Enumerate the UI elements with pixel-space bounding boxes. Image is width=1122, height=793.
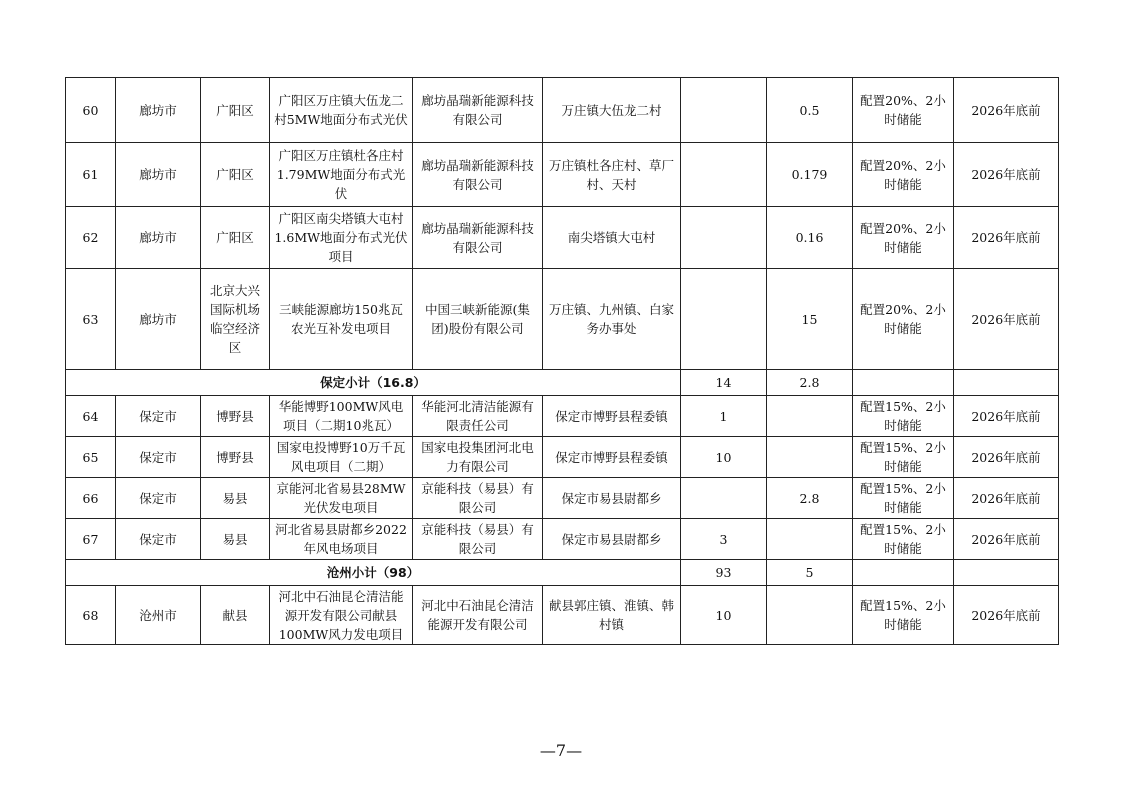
wind-capacity-cell: 10: [681, 586, 767, 645]
project-name-cell: 河北省易县尉都乡2022年风电场项目: [270, 519, 413, 560]
storage-requirement-cell: 配置20%、2小时储能: [853, 269, 954, 370]
location-cell: 万庄镇、九州镇、白家务办事处: [543, 269, 681, 370]
project-name-cell: 国家电投博野10万千瓦风电项目（二期）: [270, 437, 413, 478]
city-cell: 廊坊市: [116, 143, 201, 207]
location-cell: 保定市博野县程委镇: [543, 437, 681, 478]
row-number-cell: 65: [66, 437, 116, 478]
solar-capacity-cell: 0.5: [767, 78, 853, 143]
subtotal-wind-cell: 93: [681, 560, 767, 586]
subtotal-solar-cell: 2.8: [767, 370, 853, 396]
district-cell: 易县: [201, 519, 270, 560]
company-cell: 中国三峡新能源(集团)股份有限公司: [413, 269, 543, 370]
solar-capacity-cell: [767, 396, 853, 437]
subtotal-deadline-cell: [954, 370, 1059, 396]
storage-requirement-cell: 配置20%、2小时储能: [853, 143, 954, 207]
table-row: [66, 396, 1059, 437]
project-name-cell: 京能河北省易县28MW光伏发电项目: [270, 478, 413, 519]
deadline-cell: 2026年底前: [954, 78, 1059, 143]
subtotal-label: 沧州小计（98）: [66, 560, 681, 586]
subtotal-wind-cell: 14: [681, 370, 767, 396]
subtotal-label: 保定小计（16.8）: [66, 370, 681, 396]
location-cell: 万庄镇大伍龙二村: [543, 78, 681, 143]
city-cell: 保定市: [116, 396, 201, 437]
project-name-cell: 广阳区万庄镇杜各庄村1.79MW地面分布式光伏: [270, 143, 413, 207]
row-number-cell: 60: [66, 78, 116, 143]
location-cell: 万庄镇杜各庄村、草厂村、天村: [543, 143, 681, 207]
storage-requirement-cell: 配置15%、2小时储能: [853, 478, 954, 519]
company-cell: 河北中石油昆仑清洁能源开发有限公司: [413, 586, 543, 645]
page-number: —7—: [539, 741, 583, 760]
subtotal-row: [66, 370, 1059, 396]
company-cell: 京能科技（易县）有限公司: [413, 519, 543, 560]
district-cell: 易县: [201, 478, 270, 519]
table-row: [66, 478, 1059, 519]
table-row: [66, 586, 1059, 645]
solar-capacity-cell: [767, 586, 853, 645]
project-name-cell: 华能博野100MW风电项目（二期10兆瓦）: [270, 396, 413, 437]
row-number-cell: 63: [66, 269, 116, 370]
storage-requirement-cell: 配置20%、2小时储能: [853, 78, 954, 143]
city-cell: 保定市: [116, 478, 201, 519]
city-cell: 沧州市: [116, 586, 201, 645]
project-table: [65, 77, 1059, 645]
city-cell: 保定市: [116, 519, 201, 560]
location-cell: 保定市博野县程委镇: [543, 396, 681, 437]
deadline-cell: 2026年底前: [954, 437, 1059, 478]
location-cell: 南尖塔镇大屯村: [543, 207, 681, 269]
row-number-cell: 66: [66, 478, 116, 519]
table-row: [66, 269, 1059, 370]
wind-capacity-cell: [681, 478, 767, 519]
row-number-cell: 62: [66, 207, 116, 269]
wind-capacity-cell: 10: [681, 437, 767, 478]
subtotal-deadline-cell: [954, 560, 1059, 586]
solar-capacity-cell: [767, 437, 853, 478]
location-cell: 保定市易县尉都乡: [543, 478, 681, 519]
wind-capacity-cell: 1: [681, 396, 767, 437]
wind-capacity-cell: [681, 269, 767, 370]
district-cell: 博野县: [201, 437, 270, 478]
wind-capacity-cell: 3: [681, 519, 767, 560]
district-cell: 北京大兴国际机场临空经济区: [201, 269, 270, 370]
table-row: [66, 437, 1059, 478]
wind-capacity-cell: [681, 78, 767, 143]
storage-requirement-cell: 配置15%、2小时储能: [853, 586, 954, 645]
storage-requirement-cell: 配置15%、2小时储能: [853, 396, 954, 437]
table-row: [66, 519, 1059, 560]
district-cell: 广阳区: [201, 207, 270, 269]
wind-capacity-cell: [681, 143, 767, 207]
wind-capacity-cell: [681, 207, 767, 269]
solar-capacity-cell: [767, 519, 853, 560]
project-name-cell: 广阳区万庄镇大伍龙二村5MW地面分布式光伏: [270, 78, 413, 143]
city-cell: 廊坊市: [116, 78, 201, 143]
storage-requirement-cell: 配置15%、2小时储能: [853, 519, 954, 560]
subtotal-storage-cell: [853, 560, 954, 586]
deadline-cell: 2026年底前: [954, 586, 1059, 645]
company-cell: 京能科技（易县）有限公司: [413, 478, 543, 519]
deadline-cell: 2026年底前: [954, 396, 1059, 437]
city-cell: 廊坊市: [116, 269, 201, 370]
storage-requirement-cell: 配置20%、2小时储能: [853, 207, 954, 269]
deadline-cell: 2026年底前: [954, 207, 1059, 269]
row-number-cell: 64: [66, 396, 116, 437]
deadline-cell: 2026年底前: [954, 519, 1059, 560]
solar-capacity-cell: 15: [767, 269, 853, 370]
company-cell: 廊坊晶瑞新能源科技有限公司: [413, 207, 543, 269]
subtotal-storage-cell: [853, 370, 954, 396]
district-cell: 博野县: [201, 396, 270, 437]
company-cell: 国家电投集团河北电力有限公司: [413, 437, 543, 478]
company-cell: 华能河北清洁能源有限责任公司: [413, 396, 543, 437]
table-body: [66, 78, 1059, 645]
city-cell: 廊坊市: [116, 207, 201, 269]
storage-requirement-cell: 配置15%、2小时储能: [853, 437, 954, 478]
solar-capacity-cell: 0.179: [767, 143, 853, 207]
district-cell: 广阳区: [201, 78, 270, 143]
company-cell: 廊坊晶瑞新能源科技有限公司: [413, 78, 543, 143]
solar-capacity-cell: 0.16: [767, 207, 853, 269]
location-cell: 保定市易县尉都乡: [543, 519, 681, 560]
project-name-cell: 三峡能源廊坊150兆瓦农光互补发电项目: [270, 269, 413, 370]
deadline-cell: 2026年底前: [954, 143, 1059, 207]
deadline-cell: 2026年底前: [954, 269, 1059, 370]
subtotal-solar-cell: 5: [767, 560, 853, 586]
district-cell: 广阳区: [201, 143, 270, 207]
subtotal-row: [66, 560, 1059, 586]
project-name-cell: 广阳区南尖塔镇大屯村1.6MW地面分布式光伏项目: [270, 207, 413, 269]
row-number-cell: 68: [66, 586, 116, 645]
table-row: [66, 78, 1059, 143]
row-number-cell: 61: [66, 143, 116, 207]
company-cell: 廊坊晶瑞新能源科技有限公司: [413, 143, 543, 207]
table-row: [66, 207, 1059, 269]
solar-capacity-cell: 2.8: [767, 478, 853, 519]
deadline-cell: 2026年底前: [954, 478, 1059, 519]
city-cell: 保定市: [116, 437, 201, 478]
district-cell: 献县: [201, 586, 270, 645]
row-number-cell: 67: [66, 519, 116, 560]
table-row: [66, 143, 1059, 207]
project-name-cell: 河北中石油昆仑清洁能源开发有限公司献县100MW风力发电项目: [270, 586, 413, 645]
location-cell: 献县郭庄镇、淮镇、韩村镇: [543, 586, 681, 645]
